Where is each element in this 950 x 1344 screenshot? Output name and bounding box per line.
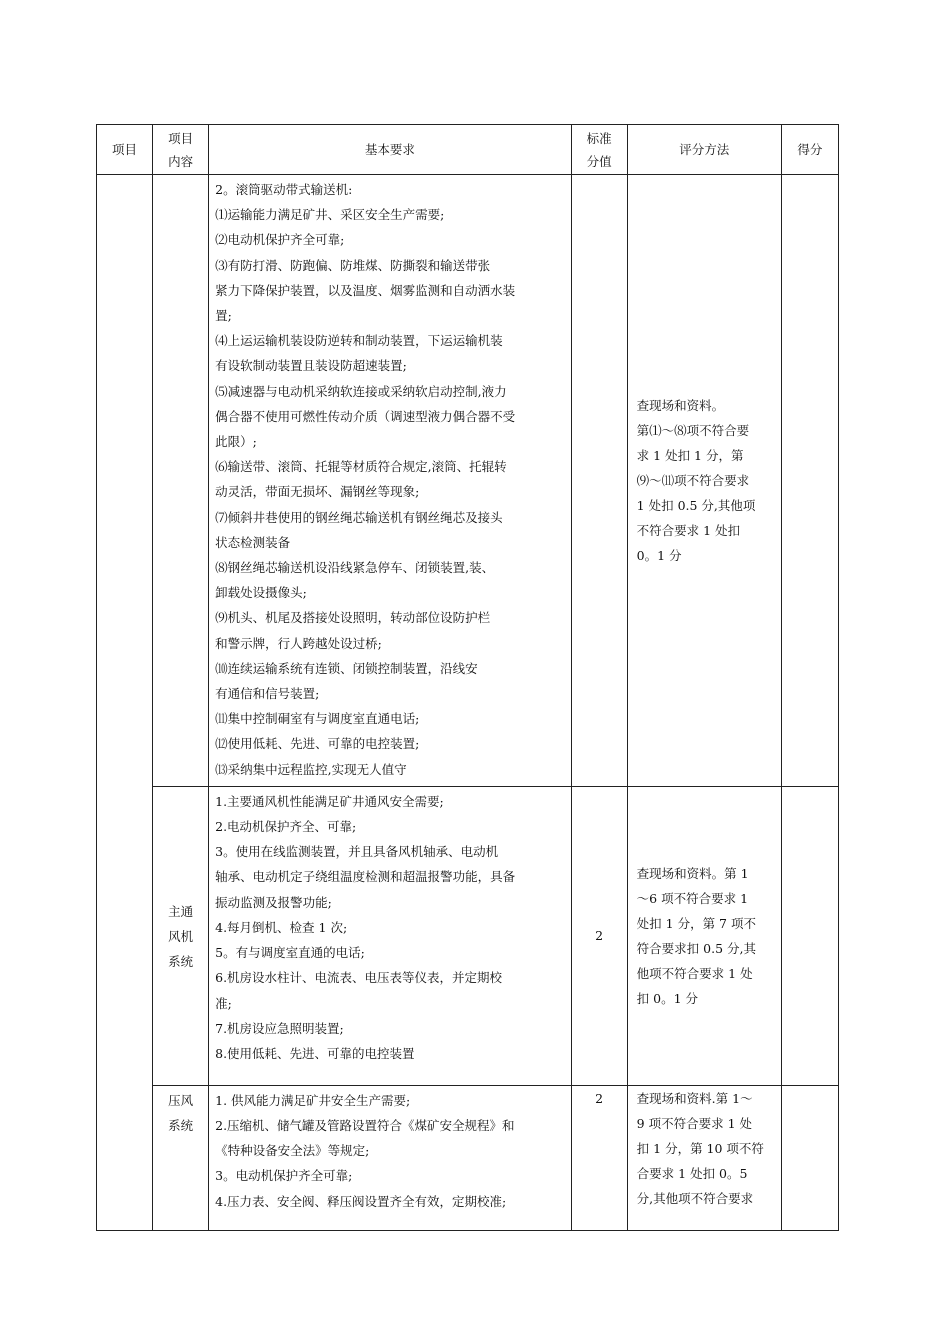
- standard-value: 2: [595, 1090, 604, 1106]
- text-line: 有通信和信号装置;: [215, 686, 320, 702]
- text-line: ⑿使用低耗、先进、可靠的电控装置;: [215, 736, 420, 752]
- table-row: [97, 175, 839, 787]
- header-score: 得分: [781, 125, 838, 175]
- project-cell: [97, 175, 153, 1231]
- text-line: 主通: [168, 904, 194, 920]
- score-cell: [781, 1085, 838, 1230]
- text-line: 1.主要通风机性能满足矿井通风安全需要;: [215, 793, 444, 809]
- text-line: 4.每月倒机、检查 1 次;: [215, 919, 348, 935]
- text-line: 6.机房设水柱计、电流表、电压表等仪表，并定期校: [215, 970, 503, 986]
- text-line: 8.使用低耗、先进、可靠的电控装置: [215, 1045, 415, 1061]
- item-cell: [153, 1085, 209, 1230]
- header-method: 评分方法: [627, 125, 781, 175]
- item-cell: [153, 786, 209, 1085]
- text-line: ⑽连续运输系统有连锁、闭锁控制装置，沿线安: [215, 660, 478, 676]
- text-line: 状态检测装备: [215, 534, 291, 550]
- requirements-cell: [209, 1085, 571, 1230]
- requirements-list: [209, 175, 570, 786]
- text-line: 准;: [215, 995, 232, 1011]
- method-cell: [627, 1085, 781, 1230]
- text-line: ⑹输送带、滚筒、托辊等材质符合规定,滚筒、托辊转: [215, 459, 507, 475]
- score-cell: [781, 786, 838, 1085]
- text-line: 此限）;: [215, 434, 257, 450]
- text-line: 4.压力表、安全阀、释压阀设置齐全有效，定期校准;: [215, 1193, 507, 1209]
- requirements-list: [209, 1086, 570, 1218]
- text-line: ⑵电动机保护齐全可靠;: [215, 232, 345, 248]
- text-line: ⑾集中控制硐室有与调度室直通电话;: [215, 711, 420, 727]
- standard-value: 2: [595, 928, 604, 944]
- text-line: 有设软制动装置且装设防超速装置;: [215, 358, 407, 374]
- text-line: 5。有与调度室直通的电话;: [215, 945, 365, 961]
- text-line: 扣 1 分，第 10 项不符: [636, 1140, 764, 1156]
- requirements-list: [209, 787, 570, 1070]
- standard-cell: [571, 1085, 627, 1230]
- text-line: 1 处扣 0.5 分,其他项: [636, 497, 756, 513]
- text-line: 查现场和资料.第 1～: [636, 1090, 753, 1106]
- text-line: 振动监测及报警功能;: [215, 894, 332, 910]
- text-line: 3。使用在线监测装置，并且具备风机轴承、电动机: [215, 844, 499, 860]
- text-line: 2.电动机保护齐全、可靠;: [215, 819, 357, 835]
- evaluation-table: [96, 124, 839, 1231]
- header-standard-score: [571, 125, 627, 175]
- text-line: 分,其他项不符合要求: [636, 1190, 754, 1206]
- method-cell: [627, 786, 781, 1085]
- text-line: 系统: [168, 1117, 194, 1133]
- text-line: 不符合要求 1 处扣: [636, 522, 741, 538]
- text-line: ⑼～⑾项不符合要求: [636, 472, 750, 488]
- header-requirements: 基本要求: [209, 125, 571, 175]
- text-line: ⑼机头、机尾及搭接处设照明，转动部位设防护栏: [215, 610, 491, 626]
- text-line: 偶合器不使用可燃性传动介质（调速型液力偶合器不受: [215, 408, 516, 424]
- text-line: ⒀采纳集中远程监控,实现无人值守: [215, 761, 407, 777]
- text-line: 《特种设备安全法》等规定;: [215, 1143, 370, 1159]
- method-text: [628, 1086, 781, 1211]
- text-line: 7.机房设应急照明装置;: [215, 1020, 344, 1036]
- text-line: 0。1 分: [636, 547, 682, 563]
- header-item-content-line: 内容: [168, 153, 194, 169]
- item-name: [153, 897, 208, 974]
- text-line: 合要求 1 处扣 0。5: [636, 1165, 748, 1181]
- item-name: [153, 1086, 208, 1138]
- text-line: 系统: [168, 954, 194, 970]
- standard-cell: [571, 175, 627, 787]
- method-cell: [627, 175, 781, 787]
- header-item-content: [153, 125, 209, 175]
- standard-cell: [571, 786, 627, 1085]
- text-line: 紧力下降保护装置，以及温度、烟雾监测和自动洒水装: [215, 282, 516, 298]
- header-standard-line: 标准: [586, 130, 612, 146]
- text-line: 卸载处设摄像头;: [215, 585, 307, 601]
- text-line: ⑶有防打滑、防跑偏、防堆煤、防撕裂和输送带张: [215, 257, 491, 273]
- text-line: 风机: [168, 929, 194, 945]
- text-line: 处扣 1 分，第 7 项不: [636, 915, 756, 931]
- header-item-content-line: 项目: [168, 130, 194, 146]
- text-line: 轴承、电动机定子绕组温度检测和超温报警功能，具备: [215, 869, 516, 885]
- method-text: [628, 393, 781, 568]
- table-row: [97, 786, 839, 1085]
- text-line: 符合要求扣 0.5 分,其: [636, 940, 756, 956]
- text-line: ⑷上运运输机装设防逆转和制动装置，下运运输机装: [215, 333, 503, 349]
- item-cell: [153, 175, 209, 787]
- text-line: 2。滚筒驱动带式输送机:: [215, 182, 353, 197]
- header-row: [97, 125, 839, 175]
- text-line: 查现场和资料。第 1: [636, 865, 749, 881]
- requirements-cell: [209, 175, 571, 787]
- text-line: 动灵活，带面无损坏、漏钢丝等现象;: [215, 484, 420, 500]
- text-line: 9 项不符合要求 1 处: [636, 1115, 752, 1131]
- text-line: 查现场和资料。: [636, 397, 725, 413]
- text-line: 1. 供风能力满足矿井安全生产需要;: [215, 1092, 411, 1108]
- text-line: 第⑴～⑻项不符合要: [636, 422, 750, 438]
- requirements-cell: [209, 786, 571, 1085]
- method-text: [628, 861, 781, 1011]
- text-line: ⑸减速器与电动机采纳软连接或采纳软启动控制,液力: [215, 383, 507, 399]
- score-cell: [781, 175, 838, 787]
- text-line: 扣 0。1 分: [636, 990, 699, 1006]
- text-line: ⑻钢丝绳芯输送机设沿线紧急停车、闭锁装置,装、: [215, 560, 495, 576]
- text-line: 置;: [215, 308, 232, 324]
- header-standard-line: 分值: [586, 153, 612, 169]
- table-row: [97, 1085, 839, 1230]
- text-line: ⑺倾斜井巷使用的钢丝绳芯输送机有钢丝绳芯及接头: [215, 509, 503, 525]
- text-line: ⑴运输能力满足矿井、采区安全生产需要;: [215, 207, 445, 223]
- text-line: 求 1 处扣 1 分，第: [636, 447, 744, 463]
- text-line: 2.压缩机、储气罐及管路设置符合《煤矿安全规程》和: [215, 1118, 515, 1134]
- text-line: ～6 项不符合要求 1: [636, 890, 749, 906]
- text-line: 压风: [168, 1092, 194, 1108]
- text-line: 3。电动机保护齐全可靠;: [215, 1168, 353, 1184]
- text-line: 他项不符合要求 1 处: [636, 965, 753, 981]
- text-line: 和警示牌，行人跨越处设过桥;: [215, 635, 382, 651]
- header-project: 项目: [97, 125, 153, 175]
